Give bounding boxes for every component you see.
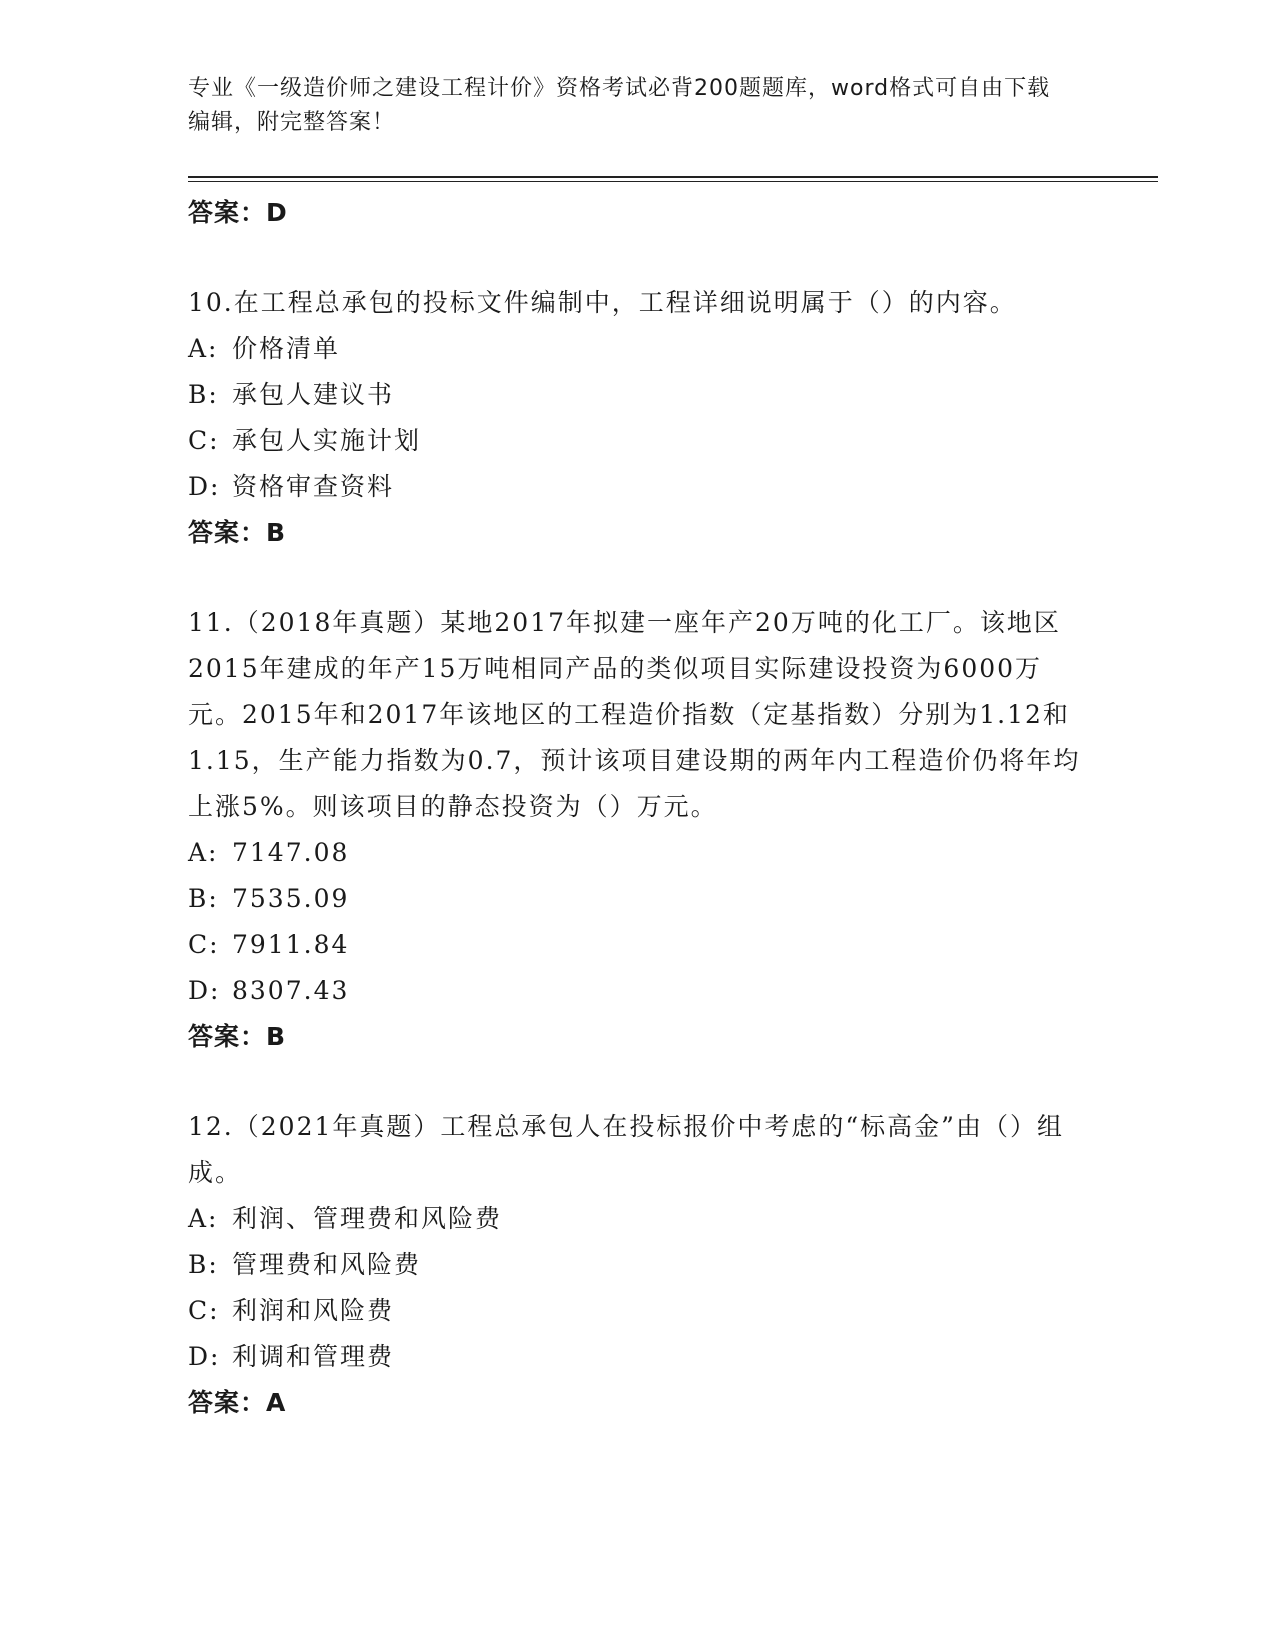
option-text: 7147.08	[232, 838, 350, 867]
option-text: 利润和风险费	[232, 1296, 395, 1325]
option-key: D:	[188, 1342, 221, 1371]
question-stem: 12.（2021年真题）工程总承包人在投标报价中考虑的“标高金”由（）组成。	[188, 1112, 1064, 1187]
document-page	[188, 72, 1158, 1426]
question-stem: 10.在工程总承包的投标文件编制中，工程详细说明属于（）的内容。	[188, 288, 1017, 317]
option-key: B:	[188, 884, 219, 913]
option-text: 资格审查资料	[232, 472, 395, 501]
option-b	[188, 372, 1158, 418]
option-text: 利调和管理费	[232, 1342, 395, 1371]
answer-label: 答案：B	[188, 1022, 287, 1051]
option-b	[188, 876, 1158, 922]
header-divider	[188, 176, 1158, 182]
option-c	[188, 922, 1158, 968]
option-key: D:	[188, 976, 221, 1005]
question-12	[188, 1104, 1158, 1426]
option-d	[188, 1334, 1158, 1380]
option-c	[188, 1288, 1158, 1334]
option-key: C:	[188, 930, 220, 959]
option-d	[188, 968, 1158, 1014]
option-key: B:	[188, 380, 219, 409]
option-key: C:	[188, 426, 220, 455]
question-11	[188, 600, 1158, 1060]
option-d	[188, 464, 1158, 510]
option-text: 8307.43	[232, 976, 350, 1005]
option-b	[188, 1242, 1158, 1288]
answer-label: 答案：A	[188, 1388, 287, 1417]
option-text: 管理费和风险费	[232, 1250, 422, 1279]
option-key: C:	[188, 1296, 220, 1325]
option-key: A:	[188, 1204, 219, 1233]
option-text: 承包人实施计划	[232, 426, 422, 455]
question-10	[188, 280, 1158, 556]
option-text: 利润、管理费和风险费	[232, 1204, 503, 1233]
option-a	[188, 326, 1158, 372]
option-key: D:	[188, 472, 221, 501]
option-c	[188, 418, 1158, 464]
answer-label: 答案：B	[188, 518, 287, 547]
document-header: 专业《一级造价师之建设工程计价》资格考试必背200题题库，word格式可自由下载编辑，附完整答案！	[188, 76, 1051, 135]
answer-label: 答案：D	[188, 198, 288, 227]
option-key: A:	[188, 334, 219, 363]
question-stem: 11.（2018年真题）某地2017年拟建一座年产20万吨的化工厂。该地区2015年建成的年产15万吨相同产品的类似项目实际建设投资为6000万元。2015年和2017年该地区的工程造价指数（定基指数）分别为1.12和1.15，生产能力指数为0.7，预计该项目建设期的两年内工程造价仍将年均上涨5%。则该项目的静态投资为（）万元。	[188, 608, 1081, 821]
option-text: 价格清单	[232, 334, 341, 363]
option-key: B:	[188, 1250, 219, 1279]
option-a	[188, 1196, 1158, 1242]
option-text: 7535.09	[232, 884, 350, 913]
option-text: 承包人建议书	[232, 380, 395, 409]
option-key: A:	[188, 838, 219, 867]
option-a	[188, 830, 1158, 876]
option-text: 7911.84	[232, 930, 350, 959]
